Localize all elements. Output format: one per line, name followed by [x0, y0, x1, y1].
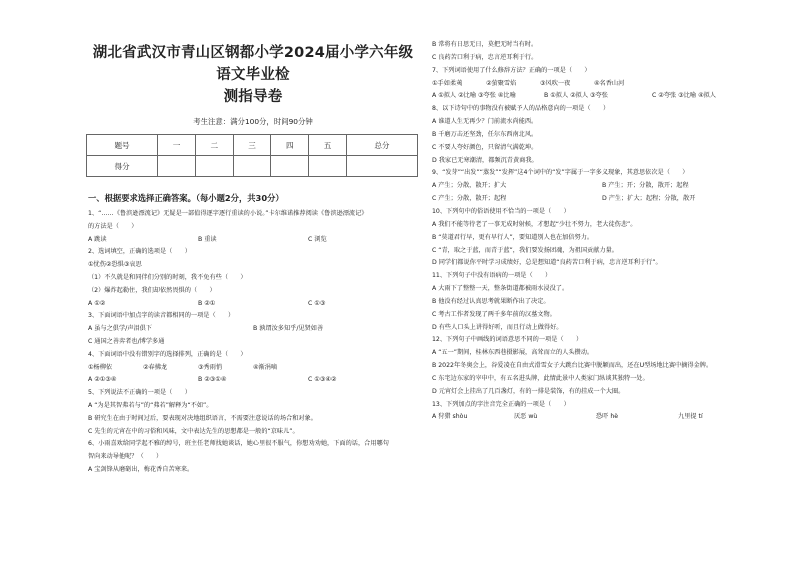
option-b[interactable]: B 孰谓汝多知乎/见贤如善 [253, 325, 324, 333]
option-c[interactable]: C 考古工作者发现了两千多年前的汉墓文物。 [432, 310, 556, 318]
options-row [432, 411, 772, 424]
option-a[interactable]: A ①拟人 ②比喻 ③夸张 ④比喻 [432, 92, 516, 100]
option-c[interactable]: C 通国之善弈者也/博学多通 [88, 337, 165, 345]
option-a[interactable]: A 狩猎 shòu [432, 413, 468, 421]
word-item: ③秀雨悄 [198, 363, 223, 371]
word-item: 恐吓 hè [596, 413, 619, 421]
question-3 [88, 310, 418, 348]
word-item: ②春拂龙 [143, 363, 168, 371]
question-9 [432, 167, 772, 206]
option-c[interactable]: C 浏览 [308, 235, 327, 243]
question-10 [432, 206, 772, 270]
option-c[interactable]: C 产生；分散，散开；起程 [432, 195, 507, 203]
option-c[interactable]: C ①③④② [308, 376, 337, 384]
sub-question: （2）爆炸起勒住，我们却依然畏惧的（ ） [88, 286, 216, 294]
option-a[interactable]: A 产生；分散，散开；扩大 [432, 182, 507, 190]
question-7 [432, 65, 772, 104]
option-c[interactable]: C 良药苦口利于病，忠言逆耳利于行。 [432, 53, 538, 61]
option-b[interactable]: B 他没有经过认真思考就果断作出了决定。 [432, 297, 550, 305]
question-12 [432, 334, 772, 398]
question-stem: 8、以下诗句中的事物没有被赋予人的品格意向的一项是（ ） [432, 105, 610, 113]
option-b[interactable]: B ②① [198, 299, 216, 307]
question-stem: 5、下列说法不正确的一项是（ ） [88, 389, 191, 397]
option-a[interactable]: A 宝剑锋从磨砺出，梅花香自苦寒来。 [88, 465, 194, 473]
option-b[interactable]: B 产生；开；分散，散开；起程 [602, 182, 689, 190]
question-5 [88, 387, 418, 438]
word-item: 厌恶 wù [514, 413, 538, 421]
options-row [88, 323, 418, 336]
score-header-cell: 总分 [346, 135, 417, 156]
score-table-header-row [87, 135, 418, 156]
question-stem: 12、下列句子中画线的词语意思不同的一项是（ ） [432, 336, 583, 344]
option-a[interactable]: A “五一”期间，桂林东西巷摄影展，高耸而立的人头攒动。 [432, 349, 594, 357]
question-stem: 1、“……《鲁滨逊漂流记》无疑是一部值得逐字逐行重读的小说。”卡尔维诺推荐阅读《鲁滨逊漂流记》 [88, 210, 368, 217]
option-b[interactable]: B 重读 [198, 235, 217, 243]
score-header-cell: 四 [271, 135, 309, 156]
word-item: ④名香山河 [594, 79, 625, 87]
option-b[interactable]: B 2022年冬奥会上，谷爱凌在自由式滑雪女子大跳台比赛中脱颖而出，还在U型场地比赛中摘得金牌。 [432, 362, 713, 370]
question-11 [432, 270, 772, 334]
question-stem: 9、“发芽”“出发”“蒸发”“发挥”这4个词中的“发”字属于一字多义现象，其意思依次是（ ） [432, 169, 689, 177]
question-8 [432, 103, 772, 167]
question-2 [88, 246, 418, 310]
options-row [432, 90, 772, 103]
score-header-cell: 二 [195, 135, 233, 156]
option-a[interactable]: A 虽与之俱学/声泪俱下 [88, 325, 152, 333]
question-stem: 6、小雨喜欢给同学起不雅的绰号，班主任老师找她谈话，她心里很不服气，你想劝劝她，下面的话，合用哪句 [88, 440, 389, 448]
question-13 [432, 399, 772, 425]
score-cell[interactable] [233, 156, 271, 177]
option-a[interactable]: A 谁道人生无再少？门前流水尚能西。 [432, 118, 538, 126]
title-line-2: 测指导卷 [223, 89, 283, 105]
option-c[interactable]: C ①③ [308, 299, 326, 307]
score-cell[interactable] [158, 156, 196, 177]
score-table-row [87, 156, 418, 177]
option-b[interactable]: B 常将有日思无日，莫把无时当有时。 [432, 41, 538, 48]
exam-notice: 考生注意：满分100分，时间90分钟 [193, 117, 313, 126]
option-c[interactable]: C 先生的元宵在中的习俗和风味，文中表达先生的思想都是一般的“京味儿”。 [88, 427, 299, 435]
options-row [88, 298, 418, 311]
score-header-cell: 一 [158, 135, 196, 156]
question-stem: 11、下列句子中没有语病的一项是（ ） [432, 272, 552, 280]
options-row [88, 234, 418, 247]
option-b[interactable]: B “莫道君行早，更有早行人”，要知道别人也在加倍努力。 [432, 233, 594, 241]
word-item: ②萤聚雪焰 [486, 79, 517, 87]
section-heading: 一、根据要求选择正确答案。（每小题2分，共30分） [88, 193, 284, 203]
right-column [432, 0, 772, 424]
option-a[interactable]: A “为是其智弗若与”的“弗若”解释为“不如”。 [88, 401, 213, 409]
score-table [86, 134, 418, 177]
word-row [432, 78, 772, 91]
question-stem: 3、下面词语中加点字的读音都相同的一项是（ ） [88, 312, 235, 320]
question-stem: 4、下面词语中没有错别字的选择排列，正确的是（ ） [88, 350, 247, 358]
question-stem: 10、下列句中的俗语使用不恰当的一项是（ ） [432, 207, 570, 215]
options-row [432, 180, 772, 193]
options-row [432, 193, 772, 206]
word-list: ①忧伤②恐惧③哀思 [88, 261, 142, 269]
option-d[interactable]: D 有些人口头上讲得好听，而且行动上做得好。 [432, 323, 563, 331]
word-item: ③风吹一夜 [540, 79, 571, 87]
option-b[interactable]: B 研究生在由于时间过后，要表现对决地组织语言，不需要注意说话的场合和对象。 [88, 414, 317, 422]
question-stem: 智向来动导他呢？（ ） [88, 453, 163, 461]
option-c[interactable]: C ②夸张 ③比喻 ④拟人 [652, 92, 716, 100]
score-cell[interactable] [346, 156, 417, 177]
option-c[interactable]: C 不要人夸好颜色，只留清气满乾坤。 [432, 143, 538, 151]
option-b[interactable]: B ①拟人 ②拟人 ③夸张 [544, 92, 608, 100]
word-item: ④渐涓嘀 [253, 363, 278, 371]
score-cell[interactable] [271, 156, 309, 177]
option-b[interactable]: B ②③①④ [198, 376, 227, 384]
option-d[interactable]: D 我家已无寒潮清，都频沉青黄商我。 [432, 156, 538, 164]
option-a[interactable]: A ②①③④ [88, 376, 117, 384]
question-1 [88, 208, 418, 246]
option-a[interactable]: A 我们不能等待老了一事无成时射候，才想起“少壮不努力，老大徒伤悲”。 [432, 220, 637, 228]
option-c[interactable]: C “青，取之于蓝，而青于蓝”，我们要发扬团魂，为祖国贡献力量。 [432, 246, 618, 254]
option-a[interactable]: A 跳读 [88, 235, 107, 243]
score-header-cell: 三 [233, 135, 271, 156]
score-row-label: 得分 [87, 156, 158, 177]
question-stem: 的方法是（ ） [88, 222, 138, 230]
score-header-cell: 五 [309, 135, 347, 156]
sub-question: （1）不久就是和同伴们分别的时刻，我不免有些（ ） [88, 273, 247, 281]
word-item: ①手如柔荑 [432, 79, 463, 87]
question-stem: 13、下列加点的字注音完全正确的一项是（ ） [432, 400, 570, 408]
exam-title [88, 42, 418, 108]
option-a[interactable]: A 大雨下了整整一天，整条街道都被雨水浸没了。 [432, 285, 569, 293]
option-d[interactable]: D 同学们都说你平时学习成绩好，总是想知道“良药苦口利于病，忠言逆耳利于行”。 [432, 259, 662, 267]
word-row [88, 362, 418, 375]
score-cell[interactable] [195, 156, 233, 177]
score-cell[interactable] [309, 156, 347, 177]
word-item: 九里提 tí [678, 413, 703, 421]
score-header-cell: 题号 [87, 135, 158, 156]
word-item: ①杨柳依 [88, 363, 113, 371]
option-c[interactable]: C 东宅边东家的宰申中，有五名进头牌，此情此景中人类家门纵谈其独特一处。 [432, 374, 649, 382]
question-4 [88, 349, 418, 387]
title-line-1: 湖北省武汉市青山区钢都小学2024届小学六年级语文毕业检 [92, 45, 414, 83]
question-6 [88, 438, 418, 476]
option-b[interactable]: B 千磨万击还坚劲，任尔东西南北风。 [432, 130, 538, 138]
left-column [88, 0, 418, 477]
option-a[interactable]: A ①② [88, 299, 106, 307]
question-stem: 7、下列词语使用了什么修辞方法？正确的一项是（ ） [432, 66, 591, 74]
option-d[interactable]: D 产生；扩大；起程；分散，散开 [602, 195, 696, 203]
option-d[interactable]: D 元宵灯会上挂出了几百盏灯，有的一排是装饰，有的挂成一个大圈。 [432, 387, 625, 395]
options-row [88, 374, 418, 387]
question-stem: 2、选词填空，正确的选项是（ ） [88, 248, 191, 256]
